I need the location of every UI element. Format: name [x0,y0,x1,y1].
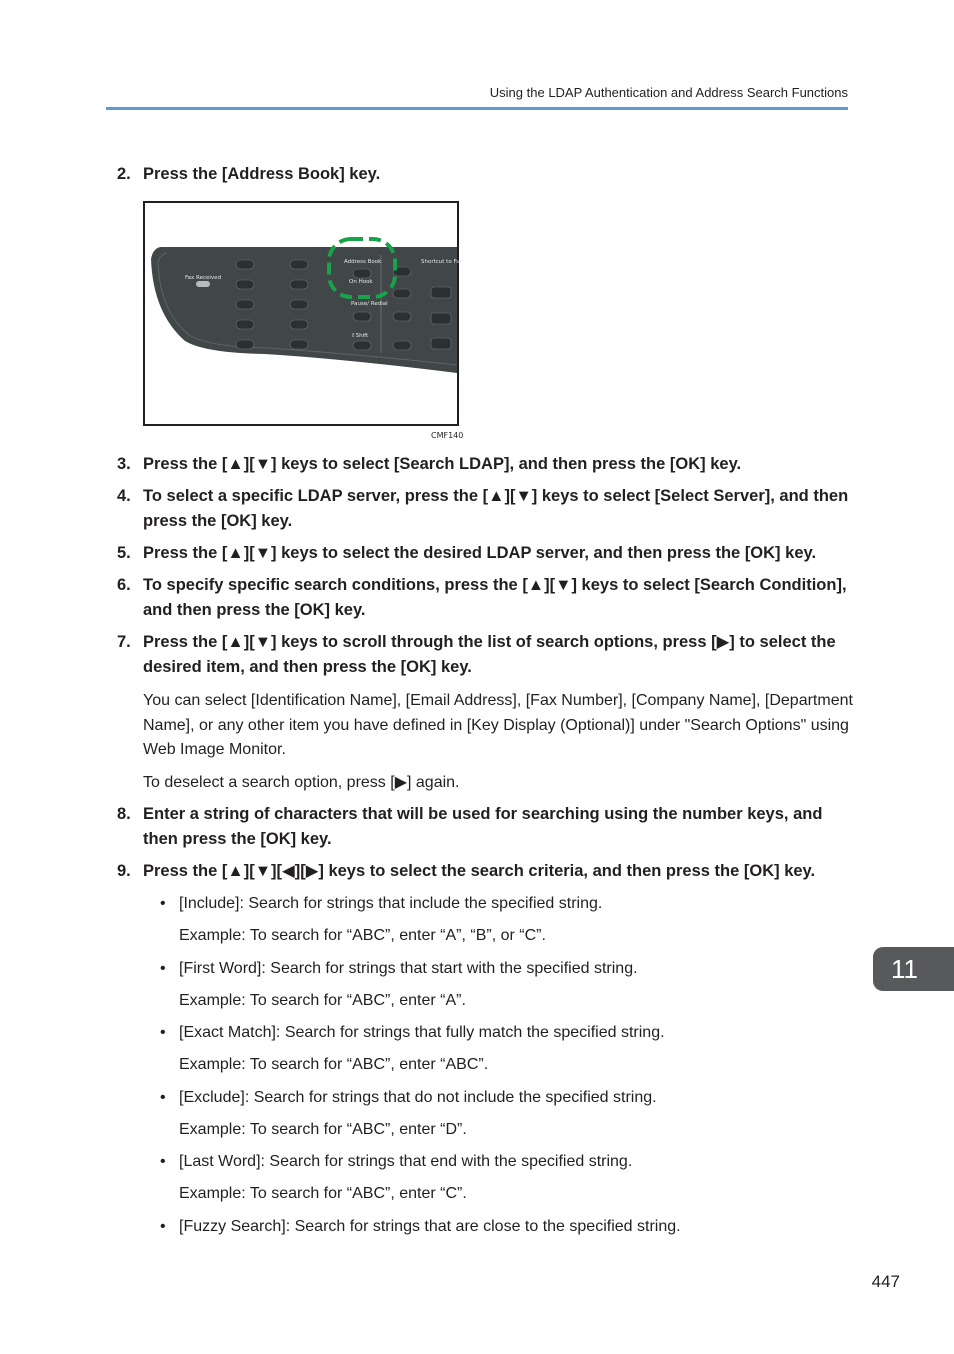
criteria-item-first-word [160,957,850,981]
criteria-item-fuzzy-search [160,1215,850,1239]
on-hook-label: On Hook [349,279,373,285]
step-text: Press the [▲][▼] keys to select [Search LDAP], and then press the [OK] key. [143,455,742,473]
step-text: Enter a string of characters that will be used for searching using the number keys, and then press the [OK] key. [143,805,823,848]
fax-received-led [196,281,210,287]
step-9 [117,859,852,884]
criteria-text: [Exact Match]: Search for strings that fully match the specified string. [179,1024,665,1041]
step-7 [117,630,852,680]
step-6 [117,573,852,623]
step-3 [117,452,852,477]
criteria-example: Example: To search for “ABC”, enter “D”. [179,1121,467,1138]
criteria-text: [Last Word]: Search for strings that end with the specified string. [179,1153,633,1170]
step-number: 7. [117,633,131,651]
bullet-marker: • [160,1089,166,1106]
chapter-number: 11 [891,954,918,984]
bullet-marker: • [160,1024,166,1041]
bullet-marker: • [160,1218,166,1235]
fax-received-label: Fax Received [185,275,222,281]
step-text: Press the [Address Book] key. [143,165,381,183]
step-text: To select a specific LDAP server, press the [▲][▼] keys to select [Select Server], and then press the [OK] key. [143,487,849,530]
pause-redial-label: Pause/ Redial [351,301,388,307]
criteria-item-include [160,892,850,916]
criteria-text: [Include]: Search for strings that include the specified string. [179,895,603,912]
step-text: Press the [▲][▼][◀][▶] keys to select the search criteria, and then press the [OK] key. [143,862,816,880]
step-number: 6. [117,576,131,594]
criteria-example: Example: To search for “ABC”, enter “C”. [179,1185,467,1202]
shift-label: ⇧Shift [351,333,369,339]
criteria-item-last-word [160,1150,850,1174]
criteria-text: [Fuzzy Search]: Search for strings that are close to the specified string. [179,1218,681,1235]
control-panel-figure [143,201,464,426]
criteria-text: [First Word]: Search for strings that start with the specified string. [179,960,638,977]
step-7-note-deselect: To deselect a search option, press [▶] again. [143,774,460,791]
step-text: Press the [▲][▼] keys to scroll through the list of search options, press [▶] to select the desired item, and then press the [OK] key. [143,633,836,676]
criteria-example: Example: To search for “ABC”, enter “A”, “B”, or “C”. [179,927,546,944]
control-panel-illustration [145,203,464,424]
step-text: To specify specific search conditions, press the [▲][▼] keys to select [Search Condition], and then press the [OK] key. [143,576,847,619]
criteria-item-exclude [160,1086,850,1110]
page-number: 447 [871,1272,900,1291]
criteria-text: [Exclude]: Search for strings that do not include the specified string. [179,1089,657,1106]
page-header-title: Using the LDAP Authentication and Address Search Functions [489,85,848,100]
header-rule [106,107,848,110]
address-book-label: Address Book [344,259,382,265]
step-number: 8. [117,805,131,823]
step-8 [117,802,852,852]
step-number: 9. [117,862,131,880]
step-2 [117,162,852,187]
step-number: 4. [117,487,131,505]
criteria-example: Example: To search for “ABC”, enter “ABC”. [179,1056,489,1073]
shortcut-label: Shortcut to Fun [421,259,464,265]
bullet-marker: • [160,895,166,912]
chapter-tab [873,947,954,991]
figure-caption: CMF140 [431,431,464,440]
step-number: 2. [117,165,131,183]
step-7-note-options: You can select [Identification Name], [Email Address], [Fax Number], [Company Name], [Department Name], or any other item you have defined in [Key Display (Optional)] under "Search Options" using Web Image Monitor. [143,692,853,758]
bullet-marker: • [160,1153,166,1170]
step-5 [117,541,852,566]
bullet-marker: • [160,960,166,977]
step-text: Press the [▲][▼] keys to select the desired LDAP server, and then press the [OK] key. [143,544,817,562]
step-number: 5. [117,544,131,562]
step-number: 3. [117,455,131,473]
criteria-example: Example: To search for “ABC”, enter “A”. [179,992,466,1009]
step-4 [117,484,852,534]
criteria-item-exact-match [160,1021,850,1045]
